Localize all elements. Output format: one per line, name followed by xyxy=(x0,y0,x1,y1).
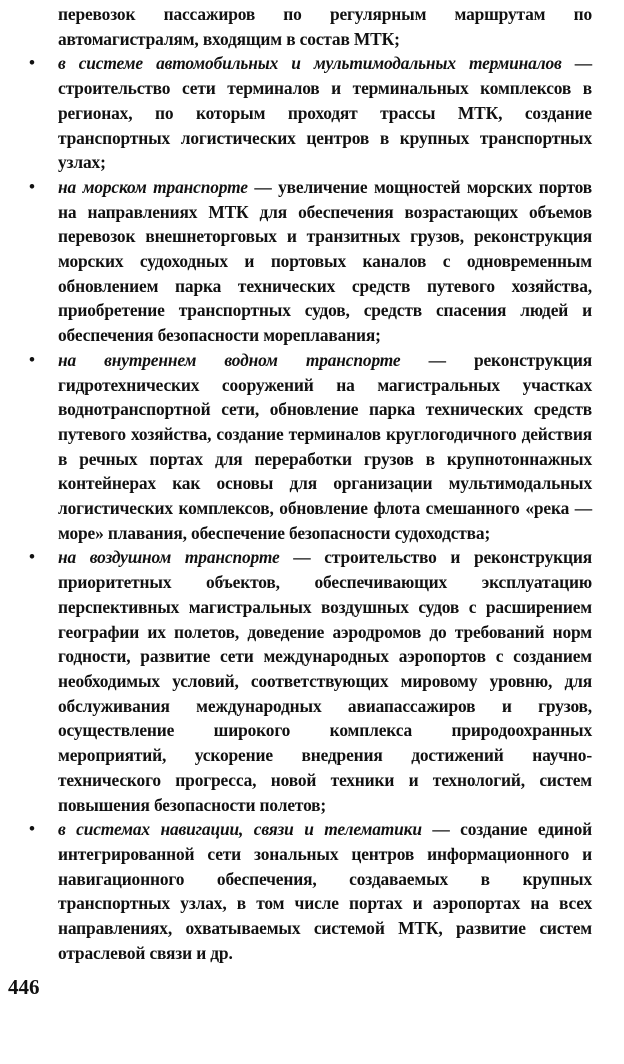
item-lead: в системах навигации, связи и телематики xyxy=(58,819,422,840)
bullet-icon: • xyxy=(29,53,35,73)
item-lead: на морском транспорте xyxy=(58,176,248,197)
list-item-inland-water-transport xyxy=(29,348,592,546)
body-text xyxy=(29,2,592,965)
list-item-air-transport xyxy=(29,545,592,817)
item-lead: на воздушном транспорте xyxy=(58,547,280,568)
item-lead: в системе автомобильных и мультимодальных терминалов xyxy=(58,53,562,74)
bullet-icon: • xyxy=(29,176,35,196)
list-item-sea-transport xyxy=(29,175,592,348)
list-item-terminals xyxy=(29,51,592,175)
bullet-icon: • xyxy=(29,349,35,369)
item-text: — строительство и реконструкция приоритетных объектов, обеспечивающих эксплуатацию перспективных магистральных воздушных судов с расширением географии их полетов, доведение аэродромов до требований норм годности, развитие сети международных аэропортов с созданием необходимых условий, соответствующих мировому уровню, для обслуживания международных авиапассажиров и грузов, осуществление широкого комплекса природоохранных мероприятий, ускорение внедрения достижений научно-технического прогресса, новой техники и технологий, систем повышения безопасности полетов; xyxy=(58,547,592,815)
item-text: — создание единой интегрированной сети зональных центров информационного и навигационного обеспечения, создаваемых в крупных транспортных узлах, в том числе портах и аэропортах на всех направлениях, охватываемых системой МТК, развитие систем отраслевой связи и др. xyxy=(58,819,592,963)
page-number: 446 xyxy=(8,975,40,999)
item-lead: на внутреннем водном транспорте xyxy=(58,349,401,370)
bullet-icon: • xyxy=(29,547,35,567)
list-item-navigation-systems xyxy=(29,817,592,965)
continuation-paragraph: перевозок пассажиров по регулярным маршрутам по автомагистралям, входящим в состав МТК; xyxy=(58,4,592,49)
item-text: — реконструкция гидротехнических сооружений на магистральных участках воднотранспортной сети, обновление парка технических средств путевого хозяйства, создание терминалов круглогодичного действия в речных портах для переработки грузов в крупнотоннажных контейнерах как основы для организации мультимодальных логистических комплексов, обновление флота смешанного «река — море» плавания, обеспечение безопасности судоходства; xyxy=(58,349,592,543)
bullet-icon: • xyxy=(29,819,35,839)
item-text: — увеличение мощностей морских портов на направлениях МТК для обеспечения возрастающих объемов перевозок внешнеторговых и транзитных грузов, реконструкция морских судоходных и портовых каналов с одновременным обновлением парка технических средств путевого хозяйства, приобретение транспортных судов, средств спасения людей и обеспечения безопасности мореплавания; xyxy=(58,176,592,346)
item-text: — строительство сети терминалов и терминальных комплексов в регионах, по которым проходят трассы МТК, создание транспортных логистических центров в крупных транспортных узлах; xyxy=(58,53,592,173)
